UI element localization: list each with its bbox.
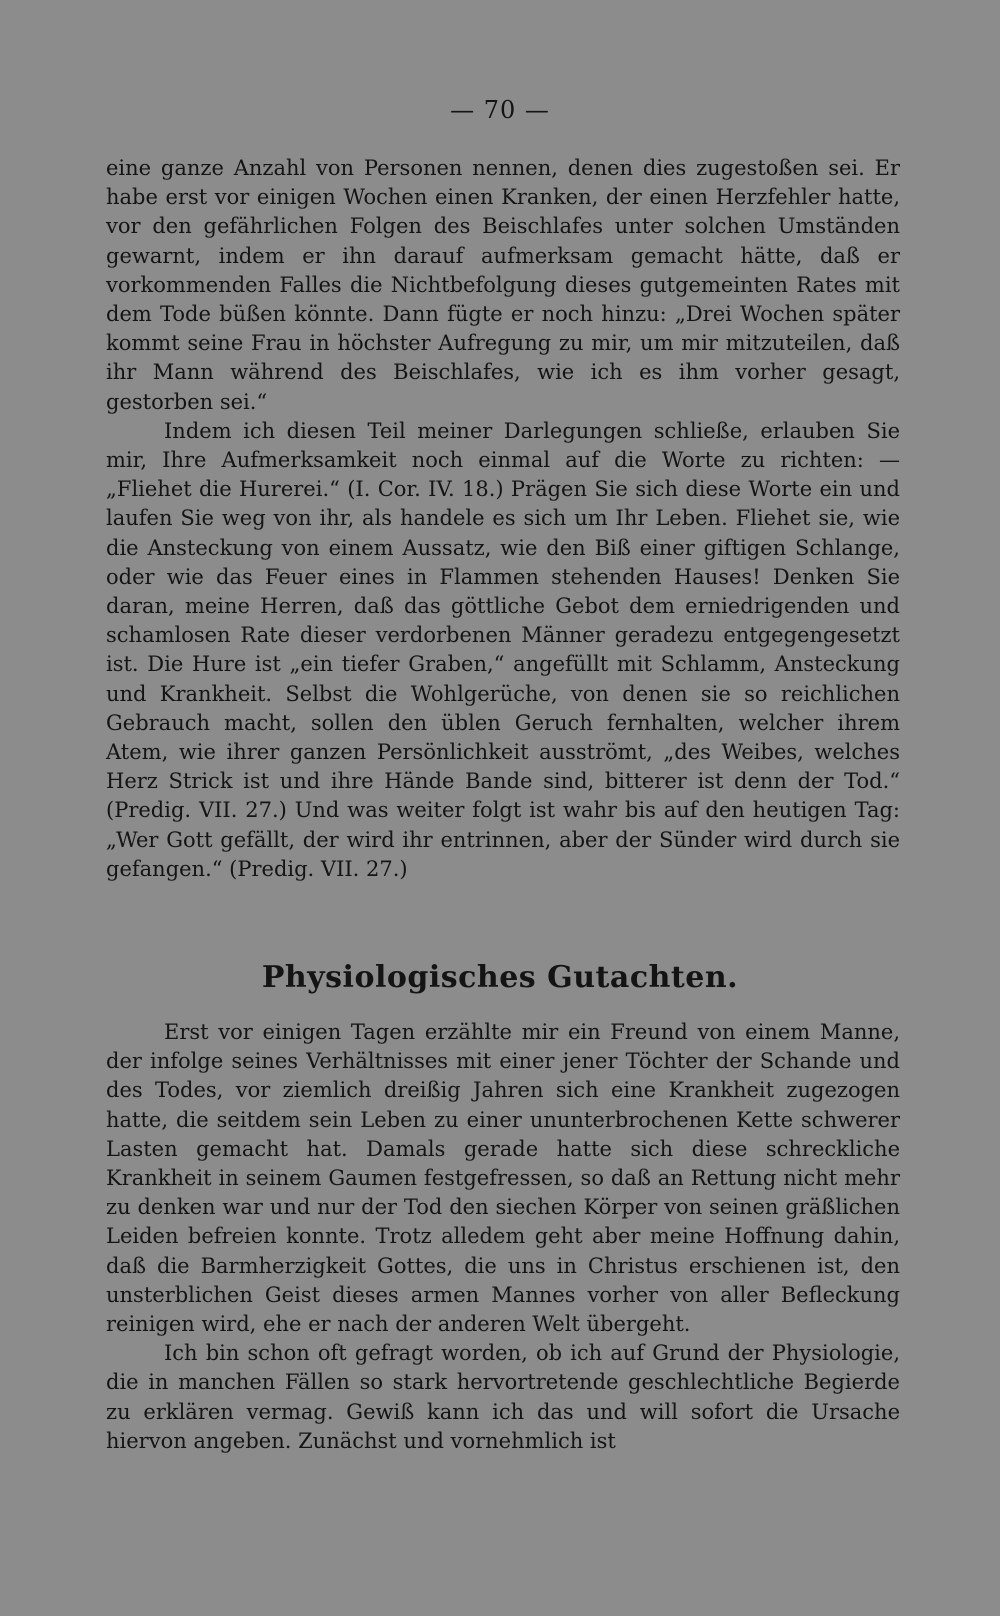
- text-block-top: [106, 154, 900, 884]
- paragraph-continuation: eine ganze Anzahl von Personen nennen, denen dies zugestoßen sei. Er habe erst vor einigen Wochen einen Kranken, der einen Herzfehler hatte, vor den gefährlichen Folgen des Beischlafes unter solchen Umständen gewarnt, indem er ihn darauf aufmerksam gemacht hätte, daß er vorkommenden Falles die Nichtbefolgung dieses gutgemeinten Rates mit dem Tode büßen könnte. Dann fügte er noch hinzu: „Drei Wochen später kommt seine Frau in höchster Aufregung zu mir, um mir mitzuteilen, daß ihr Mann während des Beischlafes, wie ich es ihm vorher gesagt, gestorben sei.“: [106, 156, 900, 414]
- section-heading: Physiologisches Gutachten.: [261, 960, 739, 995]
- page-number: — 70 —: [450, 96, 550, 124]
- paragraph-physiologie: Ich bin schon oft gefragt worden, ob ich auf Grund der Physiologie, die in manchen Fällen so stark hervortretende geschlechtliche Begierde zu erklären vermag. Gewiß kann ich das und will sofort die Ursache hiervon angeben. Zunächst und vornehmlich ist: [106, 1341, 900, 1453]
- paragraph-fliehet: Indem ich diesen Teil meiner Darlegungen schließe, erlauben Sie mir, Ihre Aufmerksamkeit noch einmal auf die Worte zu richten: — „Fliehet die Hurerei.“ (I. Cor. IV. 18.) Prägen Sie sich diese Worte ein und laufen Sie weg von ihr, als handele es sich um Ihr Leben. Fliehet sie, wie die Ansteckung von einem Aussatz, wie den Biß einer giftigen Schlange, oder wie das Feuer eines in Flammen stehenden Hauses! Denken Sie daran, meine Herren, daß das göttliche Gebot dem erniedrigenden und schamlosen Rate dieser verdorbenen Männer geradezu entgegengesetzt ist. Die Hure ist „ein tiefer Graben,“ angefüllt mit Schlamm, Ansteckung und Krankheit. Selbst die Wohlgerüche, von denen sie so reichlichen Gebrauch macht, sollen den üblen Geruch fernhalten, welcher ihrem Atem, wie ihrer ganzen Persönlichkeit ausströmt, „des Weibes, welches Herz Strick ist und ihre Hände Bande sind, bitterer ist denn der Tod.“ (Predig. VII. 27.) Und was weiter folgt ist wahr bis auf den heutigen Tag: „Wer Gott gefällt, der wird ihr entrinnen, aber der Sünder wird durch sie gefangen.“ (Predig. VII. 27.): [106, 418, 900, 881]
- text-block-bottom: [106, 1018, 900, 1456]
- paragraph-freund: Erst vor einigen Tagen erzählte mir ein Freund von einem Manne, der infolge seines Verhältnisses mit einer jener Töchter der Schande und des Todes, vor ziemlich dreißig Jahren sich eine Krankheit zugezogen hatte, die seitdem sein Leben zu einer ununterbrochenen Kette schwerer Lasten gemacht hat. Damals gerade hatte sich diese schreckliche Krankheit in seinem Gaumen festgefressen, so daß an Rettung nicht mehr zu denken war und nur der Tod den siechen Körper von seinen gräßlichen Leiden befreien konnte. Trotz alledem geht aber meine Hoffnung dahin, daß die Barmherzigkeit Gottes, die uns in Christus erschienen ist, den unsterblichen Geist dieses armen Mannes vorher von aller Befleckung reinigen wird, ehe er nach der anderen Welt übergeht.: [106, 1020, 900, 1337]
